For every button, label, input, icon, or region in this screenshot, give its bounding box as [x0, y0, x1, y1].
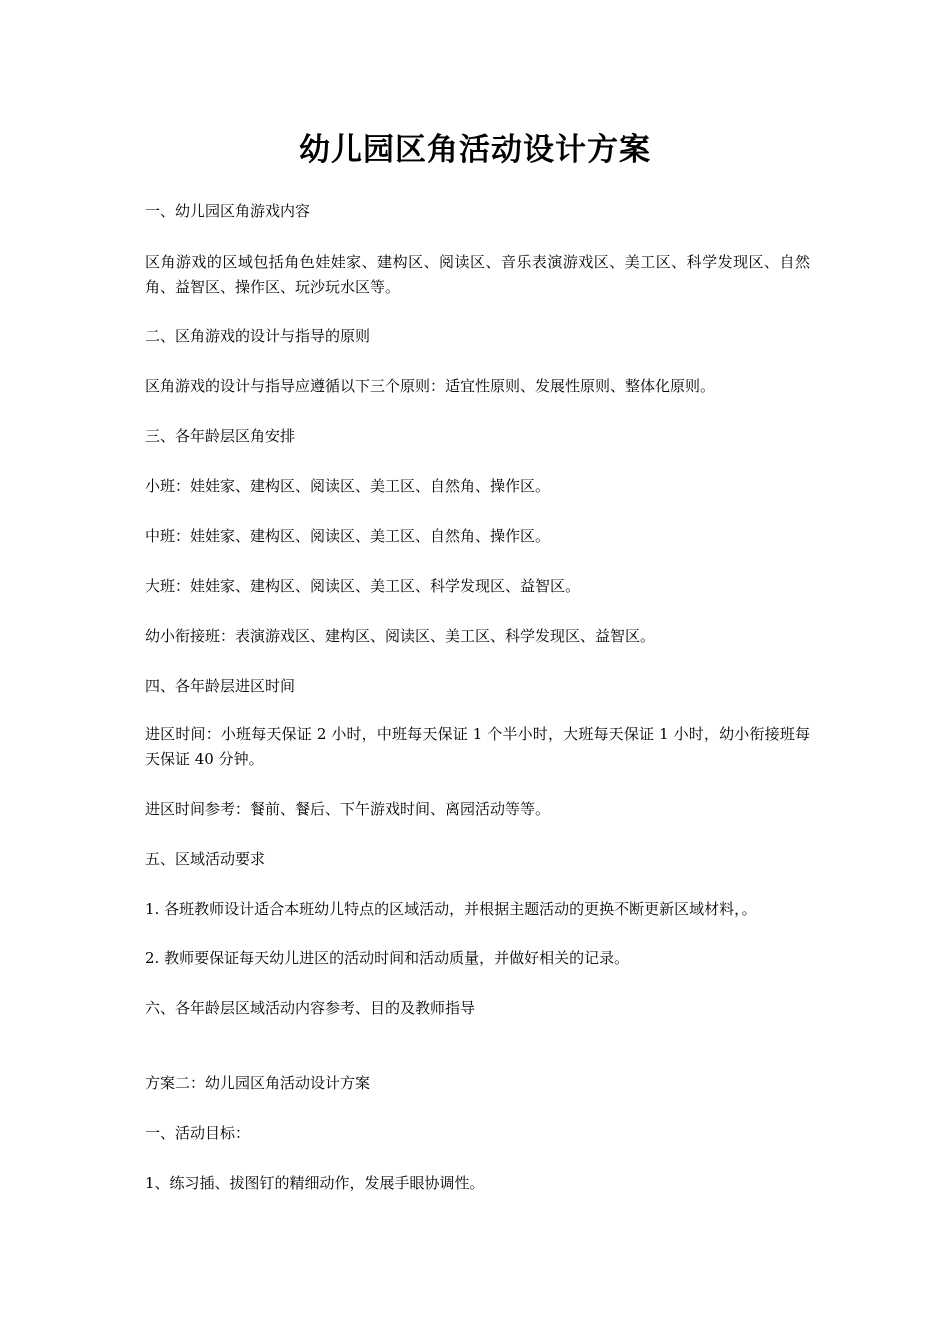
- paragraph-time-reference: 进区时间参考：餐前、餐后、下午游戏时间、离园活动等等。: [145, 800, 551, 818]
- plan-two-heading: 方案二：幼儿园区角活动设计方案: [145, 1074, 371, 1092]
- section-heading-6: 六、各年龄层区域活动内容参考、目的及教师指导: [145, 999, 476, 1017]
- paragraph-small-class: 小班：娃娃家、建构区、阅读区、美工区、自然角、操作区。: [145, 477, 551, 495]
- paragraph-principles: 区角游戏的设计与指导应遵循以下三个原则：适宜性原则、发展性原则、整体化原则。: [145, 377, 716, 395]
- paragraph-zone-time: 进区时间：小班每天保证 2 小时，中班每天保证 1 个半小时，大班每天保证 1 小时，幼小衔接班每天保证 40 分钟。: [145, 725, 810, 768]
- activity-goal-1: 1、练习插、拔图钉的精细动作，发展手眼协调性。: [145, 1174, 485, 1192]
- section-heading-3: 三、各年龄层区角安排: [145, 427, 296, 445]
- paragraph-requirement-2: 2. 教师要保证每天幼儿进区的活动时间和活动质量，并做好相关的记录。: [145, 949, 630, 967]
- section-heading-4: 四、各年龄层进区时间: [145, 677, 296, 695]
- document-title: 幼儿园区角活动设计方案: [299, 132, 651, 168]
- paragraph-zone-list: 区角游戏的区域包括角色娃娃家、建构区、阅读区、音乐表演游戏区、美工区、科学发现区、自然角、益智区、操作区、玩沙玩水区等。: [145, 253, 810, 296]
- paragraph-middle-class: 中班：娃娃家、建构区、阅读区、美工区、自然角、操作区。: [145, 527, 551, 545]
- section-heading-5: 五、区域活动要求: [145, 850, 266, 868]
- paragraph-transition-class: 幼小衔接班：表演游戏区、建构区、阅读区、美工区、科学发现区、益智区。: [145, 627, 656, 645]
- section-heading-1: 一、幼儿园区角游戏内容: [145, 202, 311, 220]
- section-heading-2: 二、区角游戏的设计与指导的原则: [145, 327, 371, 345]
- paragraph-requirement-1: 1. 各班教师设计适合本班幼儿特点的区域活动，并根据主题活动的更换不断更新区域材料，。: [145, 900, 757, 918]
- activity-goals-heading: 一、活动目标：: [145, 1124, 251, 1142]
- paragraph-large-class: 大班：娃娃家、建构区、阅读区、美工区、科学发现区、益智区。: [145, 577, 581, 595]
